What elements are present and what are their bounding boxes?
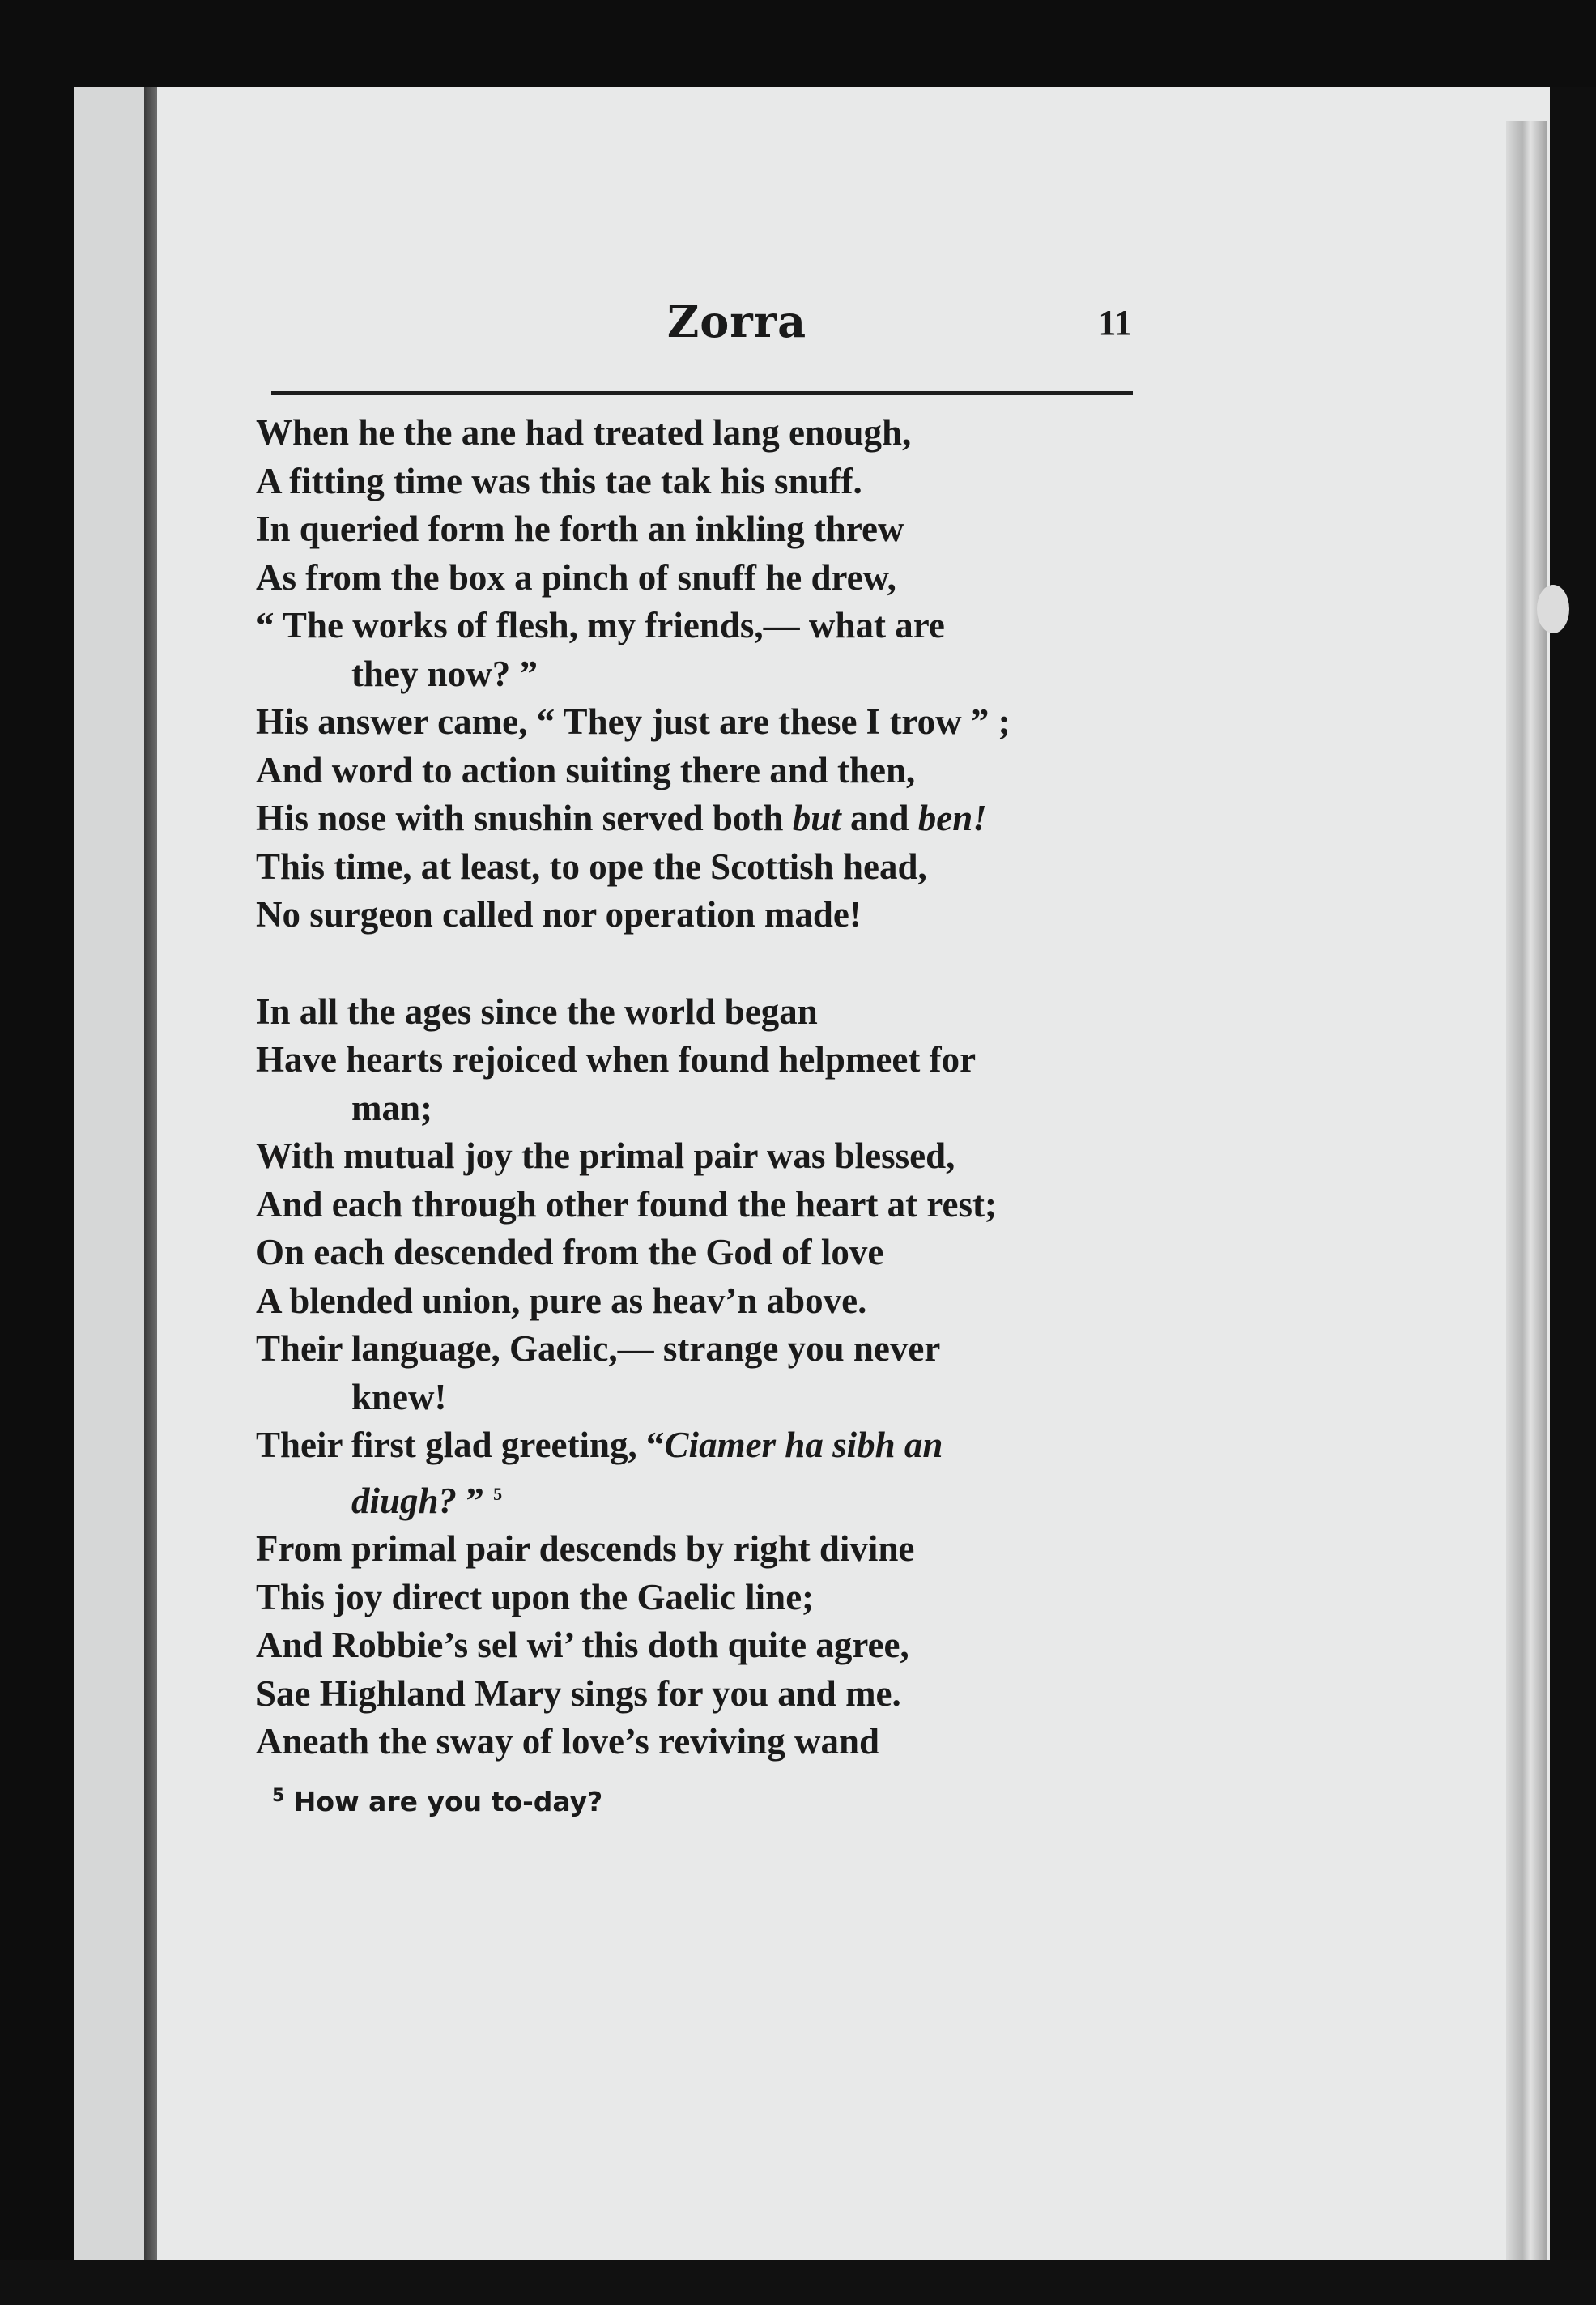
footnote-text: How are you to-day? xyxy=(284,1786,603,1817)
verse-line: This time, at least, to ope the Scottish head, xyxy=(256,846,927,887)
running-header xyxy=(267,296,1134,360)
page-gutter xyxy=(74,87,144,2266)
verse-line: With mutual joy the primal pair was blessed, xyxy=(256,1135,955,1176)
verse-line: And each through other found the heart at rest; xyxy=(256,1183,998,1225)
page-tab-mark xyxy=(1537,585,1569,633)
italic-text: but xyxy=(792,798,841,838)
page-binding-edge xyxy=(144,87,157,2266)
verse-line: “ The works of flesh, my friends,— what are xyxy=(256,605,945,645)
page-fore-edge xyxy=(1506,121,1547,2260)
footnote-marker: 5 xyxy=(272,1786,285,1806)
verse-line: In queried form he forth an inkling threw xyxy=(256,509,904,549)
verse-line: No surgeon called nor operation made! xyxy=(256,894,862,935)
verse-line: As from the box a pinch of snuff he drew, xyxy=(256,556,896,598)
verse-line: Have hearts rejoiced when found helpmeet for xyxy=(256,1039,977,1080)
scan-background-bottom xyxy=(0,2260,1596,2305)
verse-line-continuation: man; xyxy=(351,1087,432,1128)
verse-line: Aneath the sway of love’s reviving wand xyxy=(256,1721,880,1762)
verse-line: A fitting time was this tae tak his snuff. xyxy=(256,460,862,501)
verse-line: When he the ane had treated lang enough, xyxy=(256,412,912,453)
verse-line: His nose with snushin served both but and ben! xyxy=(256,798,987,838)
scan-background-right xyxy=(1550,87,1596,2274)
verse-line: On each descended from the God of love xyxy=(256,1232,884,1272)
italic-text: ben! xyxy=(917,798,987,838)
verse-line: And Robbie’s sel wi’ this doth quite agree, xyxy=(256,1625,909,1665)
verse-line: Their first glad greeting, “Ciamer ha sibh an xyxy=(256,1425,943,1465)
verse-line: From primal pair descends by right divine xyxy=(256,1528,915,1569)
verse-line: His answer came, “ They just are these I trow ” ; xyxy=(256,701,1011,742)
page-number: 11 xyxy=(1098,303,1132,343)
verse-line: Their language, Gaelic,— strange you never xyxy=(256,1328,941,1369)
stanza-1 xyxy=(256,409,1155,939)
verse-line: This joy direct upon the Gaelic line; xyxy=(256,1576,815,1617)
italic-text: Ciamer ha sibh an xyxy=(664,1425,943,1465)
verse-line-continuation: knew! xyxy=(351,1376,447,1417)
verse-line-continuation: diugh? ” $^5$ xyxy=(351,1480,503,1521)
verse-line: And word to action suiting there and then, xyxy=(256,749,916,790)
header-rule xyxy=(271,391,1133,395)
verse-line: Sae Highland Mary sings for you and me. xyxy=(256,1672,901,1714)
stanza-2 xyxy=(256,988,1155,1766)
verse-line: A blended union, pure as heav’n above. xyxy=(256,1280,867,1321)
running-title: Zorra xyxy=(666,296,807,347)
poem-text xyxy=(256,409,1155,1766)
footnote xyxy=(272,1786,602,1817)
stanza-break xyxy=(256,939,1155,988)
verse-line: In all the ages since the world began xyxy=(256,991,818,1032)
footnote-reference: 5 xyxy=(493,1483,503,1504)
italic-text: diugh? xyxy=(351,1480,458,1521)
verse-line-continuation: they now? ” xyxy=(351,653,538,694)
